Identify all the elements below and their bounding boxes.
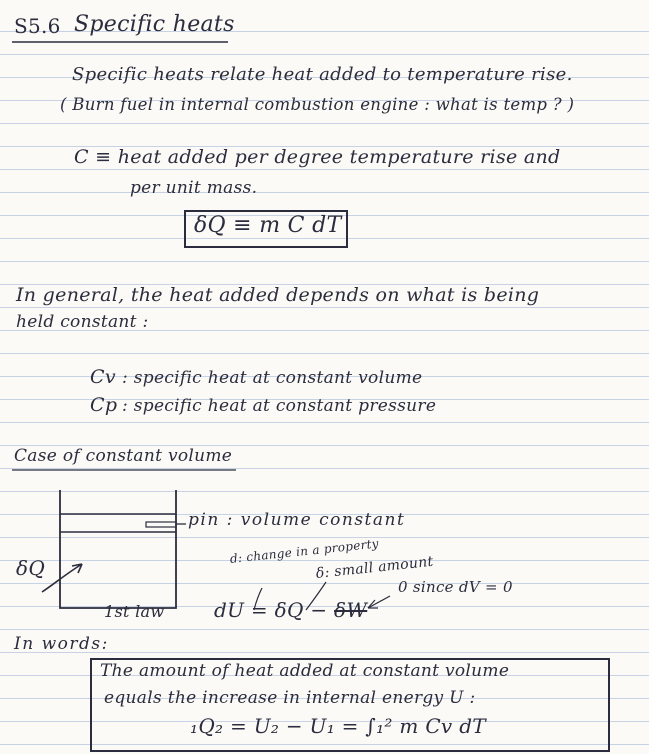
general-line-1: In general, the heat added depends on what is being [16, 284, 540, 306]
heat-label: δQ [16, 556, 46, 580]
zero-note: 0 since dV = 0 [398, 578, 513, 596]
delta-note: δ: small amount [315, 553, 435, 582]
first-law-label: 1st law [104, 602, 165, 621]
general-line-2: held constant : [16, 312, 149, 332]
words-equation: ₁Q₂ = U₂ − U₁ = ∫₁² m Cv dT [190, 714, 486, 738]
intro-line-1: Specific heats relate heat added to temperature rise. [72, 64, 573, 85]
cv-symbol: Cv [90, 366, 116, 388]
words-line-1: The amount of heat added at constant volume [100, 661, 510, 681]
case-title: Case of constant volume [14, 446, 233, 466]
pin-label: pin : volume constant [188, 510, 406, 530]
cv-text: : specific heat at constant volume [122, 368, 423, 388]
words-label: In words: [14, 634, 109, 654]
first-law-equation-part: dU = δQ − [214, 598, 335, 622]
intro-line-2: ( Burn fuel in internal combustion engine : what is temp ? ) [60, 95, 575, 114]
first-law-equation [214, 598, 367, 622]
d-note: d: change in a property [229, 536, 380, 566]
cp-symbol: Cp [90, 394, 118, 416]
cp-text: : specific heat at constant pressure [122, 396, 437, 416]
words-line-2: equals the increase in internal energy U : [104, 688, 476, 708]
definition-line-1: C ≡ heat added per degree temperature rise and [74, 146, 561, 168]
section-number: S5.6 [14, 14, 61, 38]
work-term: δW [334, 598, 368, 622]
boxed-equation: δQ ≡ m C dT [194, 213, 342, 238]
definition-line-2: per unit mass. [130, 178, 258, 198]
section-title: Specific heats [74, 12, 235, 37]
